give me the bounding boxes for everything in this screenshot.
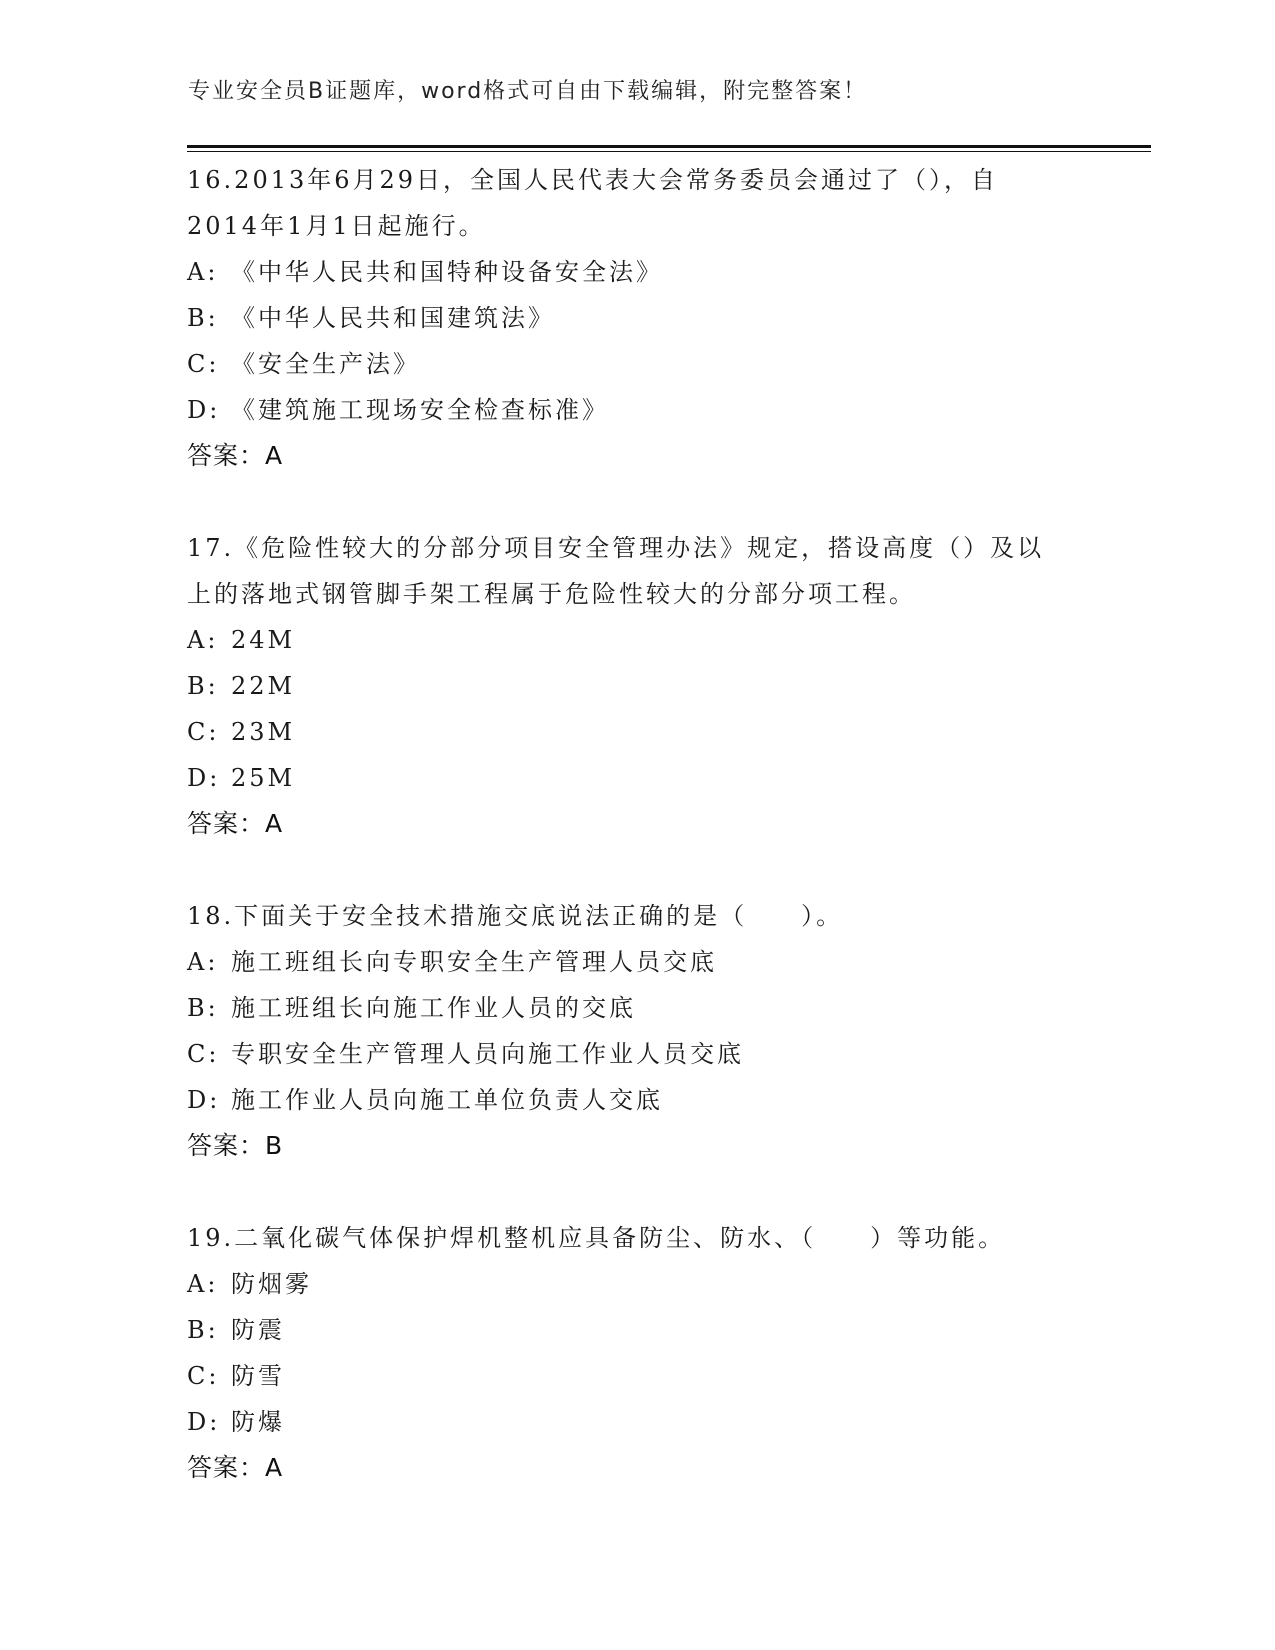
option-key: A: — [187, 258, 219, 286]
option-text: 防爆 — [231, 1408, 285, 1436]
option-c — [187, 1353, 1087, 1399]
option-key: A: — [187, 948, 219, 976]
answer-label: 答案：A — [187, 1453, 284, 1482]
option-text: 施工班组长向专职安全生产管理人员交底 — [231, 948, 717, 976]
option-key: B: — [187, 304, 219, 332]
option-key: C: — [187, 718, 220, 746]
option-d — [187, 1077, 1087, 1123]
option-text: 防雪 — [231, 1362, 285, 1390]
option-b — [187, 663, 1087, 709]
option-b — [187, 985, 1087, 1031]
option-key: D: — [187, 764, 221, 792]
option-text: 22M — [231, 672, 296, 700]
answer-label: 答案：A — [187, 441, 284, 470]
option-key: B: — [187, 1316, 219, 1344]
option-text: 24M — [231, 626, 296, 654]
answer-label: 答案：A — [187, 809, 284, 838]
option-text: 《中华人民共和国特种设备安全法》 — [231, 258, 663, 286]
option-key: B: — [187, 994, 219, 1022]
option-d — [187, 1399, 1087, 1445]
option-key: A: — [187, 1270, 219, 1298]
option-key: C: — [187, 1362, 220, 1390]
question-17 — [187, 525, 1087, 847]
question-text: 18.下面关于安全技术措施交底说法正确的是（ ）。 — [187, 902, 844, 930]
question-text: 16.2013年6月29日，全国人民代表大会常务委员会通过了（），自2014年1月1日起施行。 — [187, 166, 999, 240]
option-key: D: — [187, 396, 221, 424]
option-key: A: — [187, 626, 219, 654]
header-divider-thin — [187, 151, 1151, 152]
option-d — [187, 387, 1087, 433]
document-header: 专业安全员B证题库，word格式可自由下载编辑，附完整答案！ — [188, 79, 868, 104]
question-18 — [187, 893, 1087, 1169]
option-b — [187, 1307, 1087, 1353]
option-c — [187, 1031, 1087, 1077]
option-a — [187, 939, 1087, 985]
option-text: 防震 — [231, 1316, 285, 1344]
answer-label: 答案：B — [187, 1131, 284, 1160]
question-list — [187, 157, 1087, 1491]
option-text: 《安全生产法》 — [231, 350, 420, 378]
question-19 — [187, 1215, 1087, 1491]
option-text: 施工作业人员向施工单位负责人交底 — [231, 1086, 663, 1114]
question-text: 19.二氧化碳气体保护焊机整机应具备防尘、防水、（ ）等功能。 — [187, 1224, 1006, 1252]
option-a — [187, 617, 1087, 663]
question-16 — [187, 157, 1087, 479]
option-key: D: — [187, 1086, 221, 1114]
option-a — [187, 249, 1087, 295]
question-text: 17.《危险性较大的分部分项目安全管理办法》规定，搭设高度（）及以上的落地式钢管脚手架工程属于危险性较大的分部分项工程。 — [187, 534, 1045, 608]
option-c — [187, 341, 1087, 387]
option-d — [187, 755, 1087, 801]
option-key: D: — [187, 1408, 221, 1436]
option-text: 《建筑施工现场安全检查标准》 — [231, 396, 609, 424]
option-text: 施工班组长向施工作业人员的交底 — [231, 994, 636, 1022]
option-key: B: — [187, 672, 219, 700]
option-a — [187, 1261, 1087, 1307]
option-b — [187, 295, 1087, 341]
option-text: 25M — [231, 764, 296, 792]
header-divider-thick — [187, 145, 1151, 148]
option-key: C: — [187, 1040, 220, 1068]
option-text: 23M — [231, 718, 296, 746]
option-text: 防烟雾 — [231, 1270, 312, 1298]
option-c — [187, 709, 1087, 755]
option-text: 《中华人民共和国建筑法》 — [231, 304, 555, 332]
option-text: 专职安全生产管理人员向施工作业人员交底 — [231, 1040, 744, 1068]
option-key: C: — [187, 350, 220, 378]
